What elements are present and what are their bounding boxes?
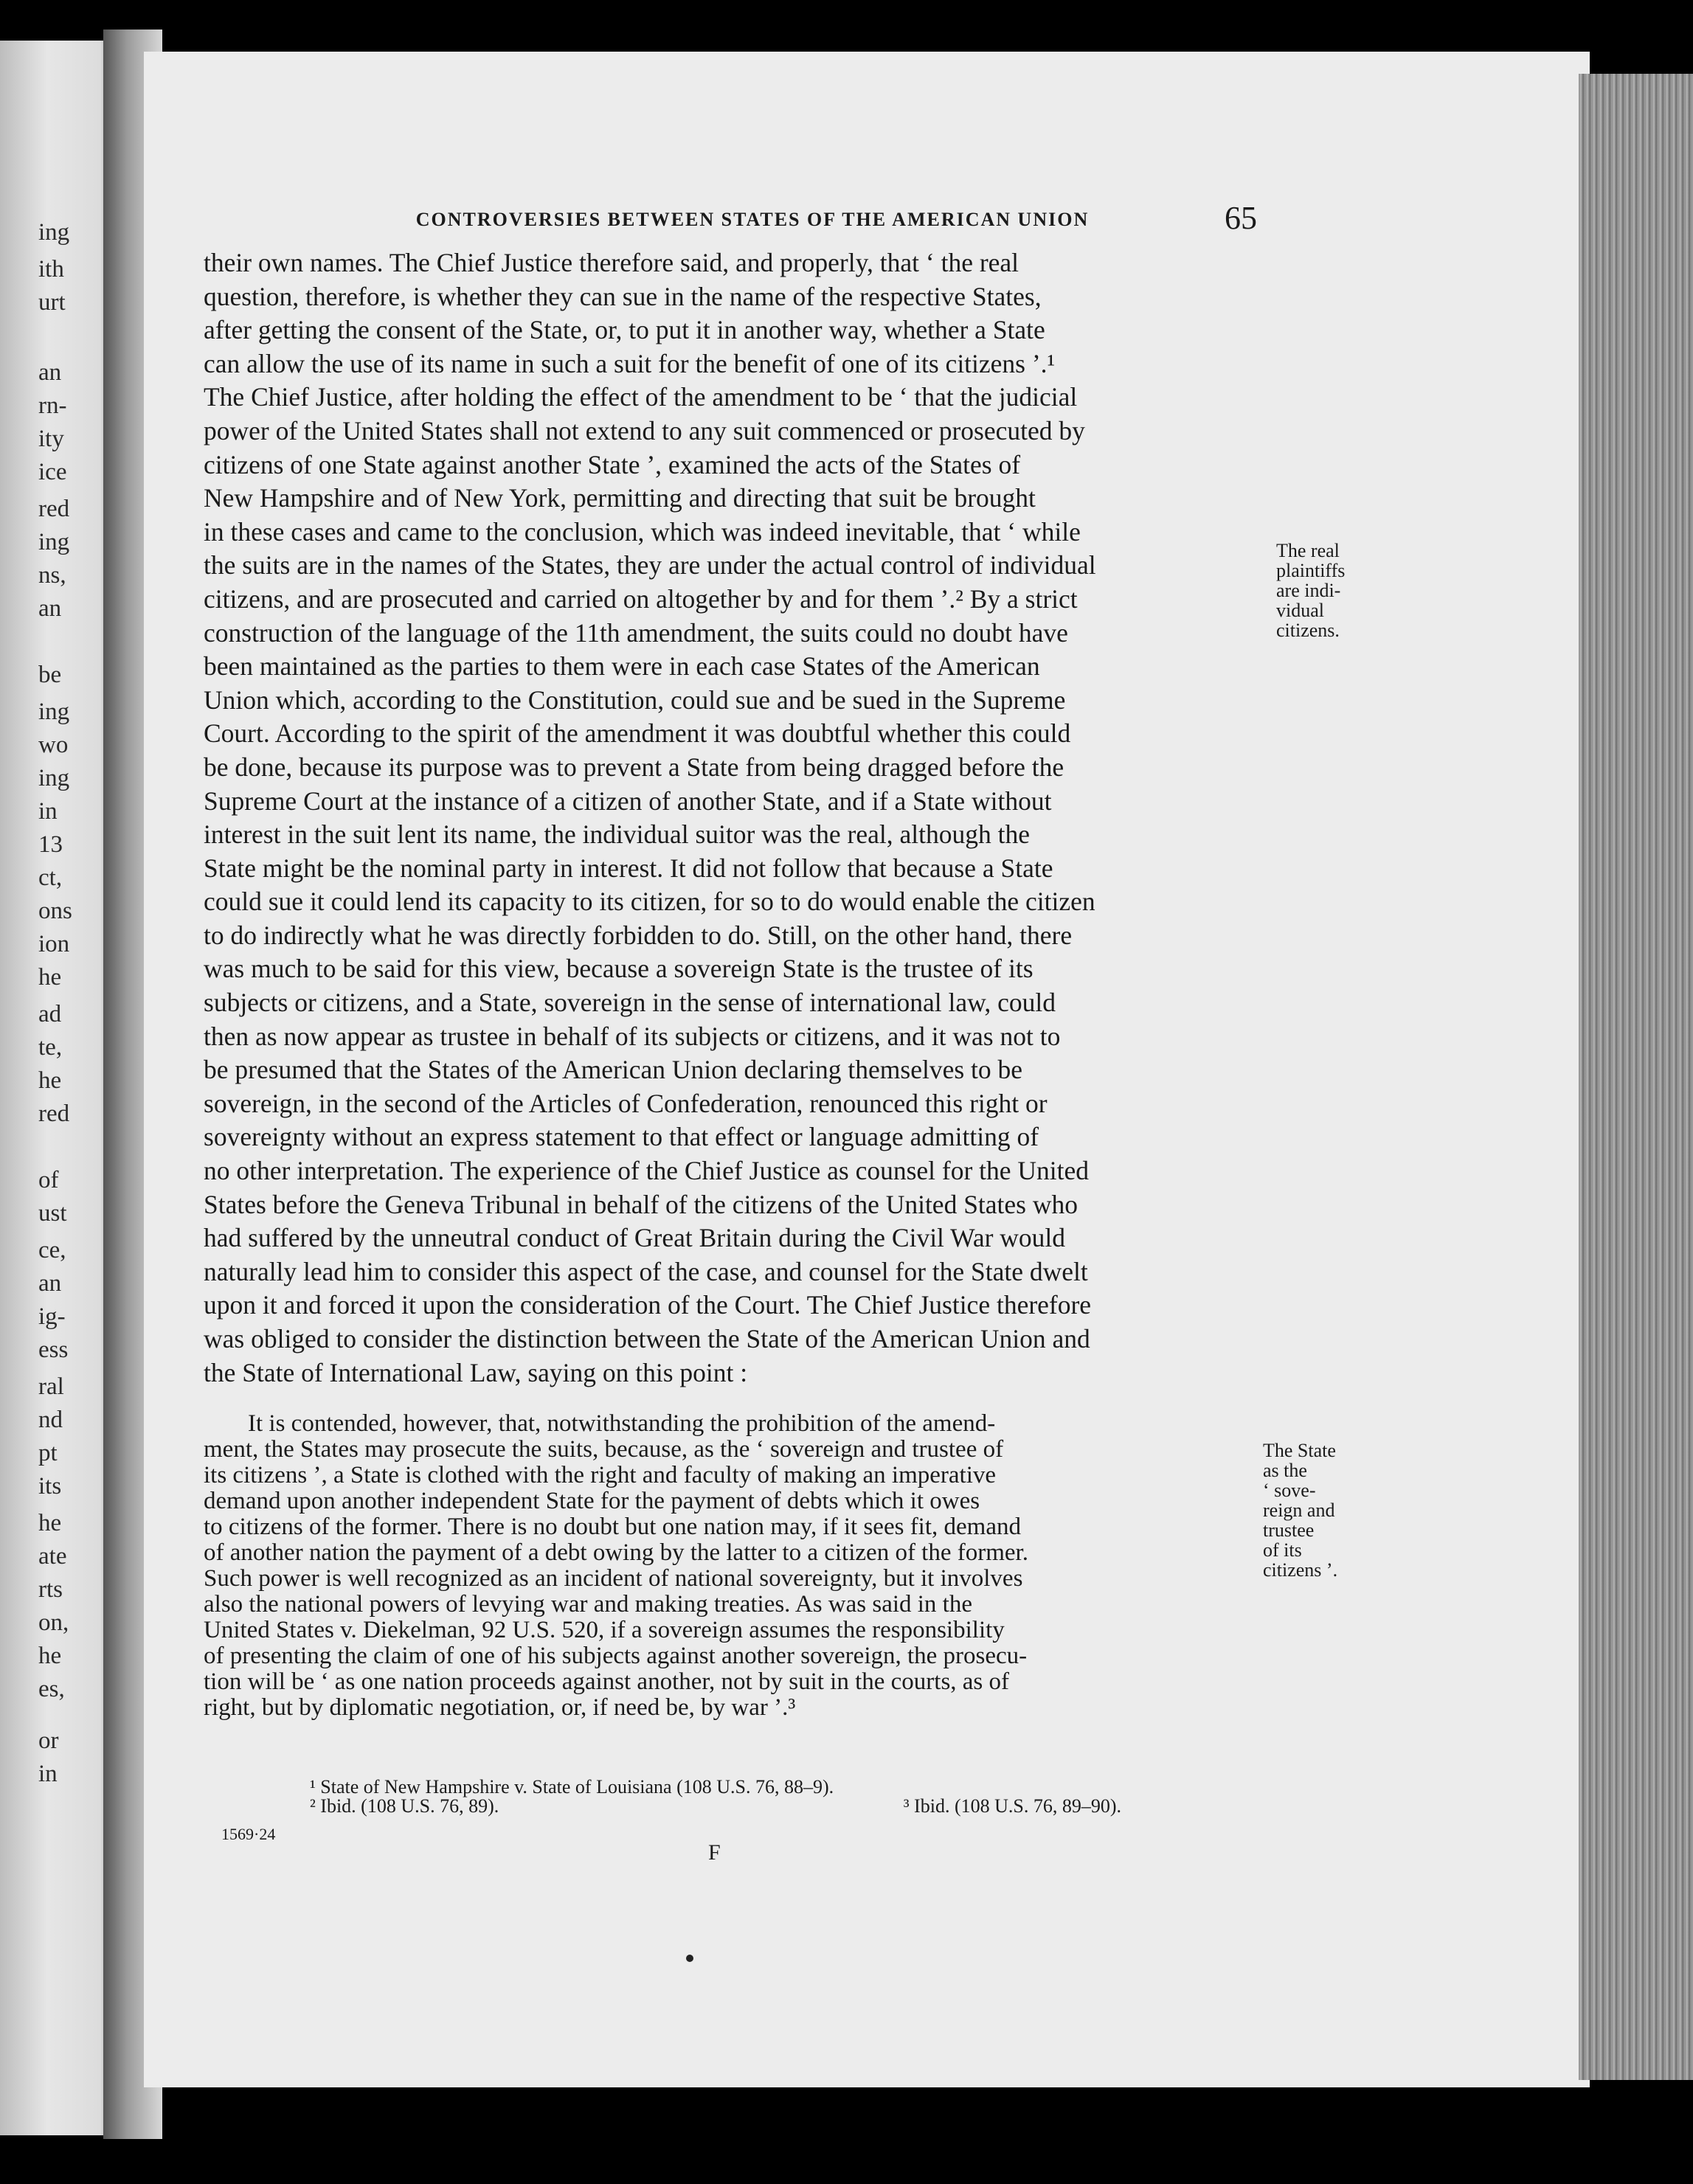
sidenote-line: The State: [1263, 1440, 1336, 1461]
sidenote-line: The real: [1276, 540, 1340, 561]
running-head: CONTROVERSIES BETWEEN STATES OF THE AMERICAN UNION: [415, 209, 1090, 230]
facing-page-fragment: ing: [38, 765, 70, 791]
facing-page-fragment: ing: [38, 529, 70, 555]
quote-line: Such power is well recognized as an incident of national sovereignty, but it involves: [204, 1565, 1023, 1592]
body-line: been maintained as the parties to them were in each case States of the American: [204, 651, 1040, 682]
quote-line: ment, the States may prosecute the suits, because, as the ‘ sovereign and trustee of: [204, 1436, 1004, 1463]
body-line: had suffered by the unneutral conduct of Great Britain during the Civil War would: [204, 1223, 1066, 1253]
facing-page-fragment: ct,: [38, 864, 63, 891]
body-line: Union which, according to the Constitution, could sue and be sued in the Supreme: [204, 684, 1066, 715]
body-line: can allow the use of its name in such a suit for the benefit of one of its citizens ’.¹: [204, 348, 1056, 378]
sidenote-line: reign and: [1263, 1500, 1335, 1521]
footnote-3: ³ Ibid. (108 U.S. 76, 89–90).: [903, 1795, 1121, 1817]
facing-page-fragment: an: [38, 595, 62, 622]
quote-line: tion will be ‘ as one nation proceeds against another, not by suit in the courts, as of: [204, 1668, 1010, 1695]
page-edge: [1579, 74, 1693, 2080]
signature-code: 1569·24: [221, 1825, 276, 1843]
body-line: question, therefore, is whether they can sue in the name of the respective States,: [204, 281, 1042, 311]
facing-page-fragment: ity: [38, 426, 64, 452]
facing-page-fragment: 13: [38, 831, 63, 858]
facing-page-fragment: on,: [38, 1609, 69, 1636]
body-line: construction of the language of the 11th amendment, the suits could no doubt have: [204, 617, 1068, 648]
facing-page-fragment: he: [38, 1510, 62, 1536]
body-line: after getting the consent of the State, or, to put it in another way, whether a State: [204, 315, 1045, 345]
sidenote-line: as the: [1263, 1460, 1307, 1481]
body-line: upon it and forced it upon the consideration of the Court. The Chief Justice therefore: [204, 1290, 1092, 1320]
body-line: in these cases and came to the conclusion, which was indeed inevitable, that ‘ while: [204, 516, 1081, 547]
facing-page-fragment: nd: [38, 1407, 63, 1433]
sidenote-line: of its: [1263, 1539, 1302, 1561]
body-line: Supreme Court at the instance of a citizen of another State, and if a State without: [204, 786, 1052, 816]
quote-line: to citizens of the former. There is no doubt but one nation may, if it sees fit, demand: [204, 1514, 1021, 1540]
quote-line: of another nation the payment of a debt owing by the latter to a citizen of the former.: [204, 1539, 1028, 1566]
quote-line: its citizens ’, a State is clothed with the right and faculty of making an imperative: [204, 1462, 997, 1488]
facing-page-text: [0, 41, 118, 2135]
facing-page-fragment: pt: [38, 1440, 58, 1466]
facing-page-fragment: of: [38, 1167, 59, 1193]
facing-page-fragment: ing: [38, 219, 70, 246]
facing-page-fragment: rts: [38, 1576, 63, 1603]
sidenote-line: are indi-: [1276, 580, 1341, 601]
sidenote-line: citizens ’.: [1263, 1559, 1338, 1581]
facing-page-fragment: urt: [38, 289, 66, 316]
body-line: power of the United States shall not extend to any suit commenced or prosecuted by: [204, 415, 1085, 446]
facing-page-fragment: wo: [38, 732, 69, 758]
body-line: sovereign, in the second of the Articles of Confederation, renounced this right or: [204, 1088, 1048, 1118]
footnote-1: ¹ State of New Hampshire v. State of Louisiana (108 U.S. 76, 88–9).: [310, 1776, 834, 1798]
page-number: 65: [1225, 200, 1257, 236]
body-text: [204, 246, 1259, 1390]
body-line: was obliged to consider the distinction between the State of the American Union and: [204, 1324, 1090, 1353]
facing-page-fragment: ith: [38, 256, 64, 282]
facing-page-fragment: ion: [38, 931, 70, 957]
body-line: Court. According to the spirit of the amendment it was doubtful whether this could: [204, 718, 1071, 749]
facing-page-fragment: te,: [38, 1034, 63, 1061]
body-line: naturally lead him to consider this aspect of the case, and counsel for the State dwelt: [204, 1256, 1088, 1286]
sidenote-line: trustee: [1263, 1519, 1315, 1541]
body-line: then as now appear as trustee in behalf of its subjects or citizens, and it was not to: [204, 1021, 1061, 1051]
facing-page-fragment: in: [38, 1761, 58, 1787]
body-line: no other interpretation. The experience of the Chief Justice as counsel for the United: [204, 1156, 1090, 1186]
sidenote-real-plaintiffs: [1276, 541, 1345, 640]
block-quote: [204, 1411, 1247, 1721]
footnote-2: ² Ibid. (108 U.S. 76, 89).: [310, 1795, 499, 1817]
quote-line: demand upon another independent State for the payment of debts which it owes: [204, 1488, 980, 1514]
facing-page-fragment: he: [38, 1067, 62, 1094]
body-line: their own names. The Chief Justice therefore said, and properly, that ‘ the real: [204, 248, 1019, 277]
facing-page-fragment: ess: [38, 1337, 69, 1363]
facing-page-fragment: ate: [38, 1543, 67, 1570]
body-line: the suits are in the names of the States, they are under the actual control of individual: [204, 550, 1096, 580]
facing-page-fragment: ing: [38, 698, 70, 725]
body-line: citizens of one State against another State ’, examined the acts of the States of: [204, 449, 1021, 479]
body-line: the State of International Law, saying on this point :: [204, 1357, 748, 1387]
facing-page-fragment: red: [38, 496, 70, 522]
facing-page-fragment: he: [38, 1643, 62, 1669]
body-line: sovereignty without an express statement to that effect or language admitting of: [204, 1122, 1039, 1152]
sidenote-line: ‘ sove-: [1263, 1480, 1316, 1501]
facing-page-fragment: be: [38, 662, 62, 688]
facing-page-fragment: he: [38, 964, 62, 991]
quote-line: also the national powers of levying war and making treaties. As was said in the: [204, 1591, 972, 1618]
body-line: citizens, and are prosecuted and carried on altogether by and for them ’.² By a strict: [204, 583, 1078, 614]
body-line: States before the Geneva Tribunal in behalf of the citizens of the United States who: [204, 1189, 1079, 1219]
facing-page-fragment: ad: [38, 1001, 62, 1027]
quote-line: United States v. Diekelman, 92 U.S. 520, if a sovereign assumes the responsibility: [204, 1617, 1005, 1643]
facing-page-fragment: ns,: [38, 562, 66, 589]
facing-page-fragment: or: [38, 1727, 59, 1754]
facing-page: [0, 41, 118, 2135]
facing-page-fragment: its: [38, 1473, 62, 1500]
body-line: to do indirectly what he was directly forbidden to do. Still, on the other hand, there: [204, 920, 1073, 950]
body-line: could sue it could lend its capacity to its citizen, for so to do would enable the citizen: [204, 887, 1095, 917]
body-line: State might be the nominal party in interest. It did not follow that because a State: [204, 853, 1053, 883]
facing-page-fragment: ons: [38, 898, 72, 924]
facing-page-fragment: ce,: [38, 1237, 66, 1263]
facing-page-fragment: ust: [38, 1200, 67, 1227]
sidenote-state-trustee: [1263, 1441, 1337, 1580]
quote-line: It is contended, however, that, notwithstanding the prohibition of the amend-: [248, 1410, 996, 1437]
facing-page-fragment: ral: [38, 1373, 64, 1400]
quote-line: of presenting the claim of one of his subjects against another sovereign, the prosecu-: [204, 1643, 1028, 1669]
body-line: be done, because its purpose was to prevent a State from being dragged before the: [204, 752, 1064, 782]
facing-page-fragment: in: [38, 798, 58, 825]
facing-page-fragment: an: [38, 359, 62, 386]
sidenote-line: vidual: [1276, 600, 1324, 621]
body-line: The Chief Justice, after holding the effect of the amendment to be ‘ that the judicial: [204, 382, 1078, 412]
quote-line: right, but by diplomatic negotiation, or, if need be, by war ’.³: [204, 1694, 796, 1721]
body-line: New Hampshire and of New York, permitting and directing that suit be brought: [204, 483, 1036, 513]
signature-letter: F: [708, 1840, 721, 1865]
body-line: be presumed that the States of the American Union declaring themselves to be: [204, 1055, 1023, 1085]
facing-page-fragment: ice: [38, 459, 67, 485]
footnotes: [310, 1778, 1269, 1816]
facing-page-fragment: es,: [38, 1676, 65, 1702]
facing-page-fragment: ig-: [38, 1303, 66, 1330]
facing-page-fragment: red: [38, 1100, 70, 1127]
ink-dot: [686, 1955, 693, 1962]
facing-page-fragment: an: [38, 1270, 62, 1297]
sidenote-line: citizens.: [1276, 620, 1340, 641]
sidenote-line: plaintiffs: [1276, 560, 1346, 581]
body-line: interest in the suit lent its name, the individual suitor was the real, although the: [204, 819, 1030, 850]
body-line: subjects or citizens, and a State, sovereign in the sense of international law, could: [204, 988, 1056, 1018]
body-line: was much to be said for this view, because a sovereign State is the trustee of its: [204, 954, 1034, 984]
facing-page-fragment: rn-: [38, 392, 67, 419]
